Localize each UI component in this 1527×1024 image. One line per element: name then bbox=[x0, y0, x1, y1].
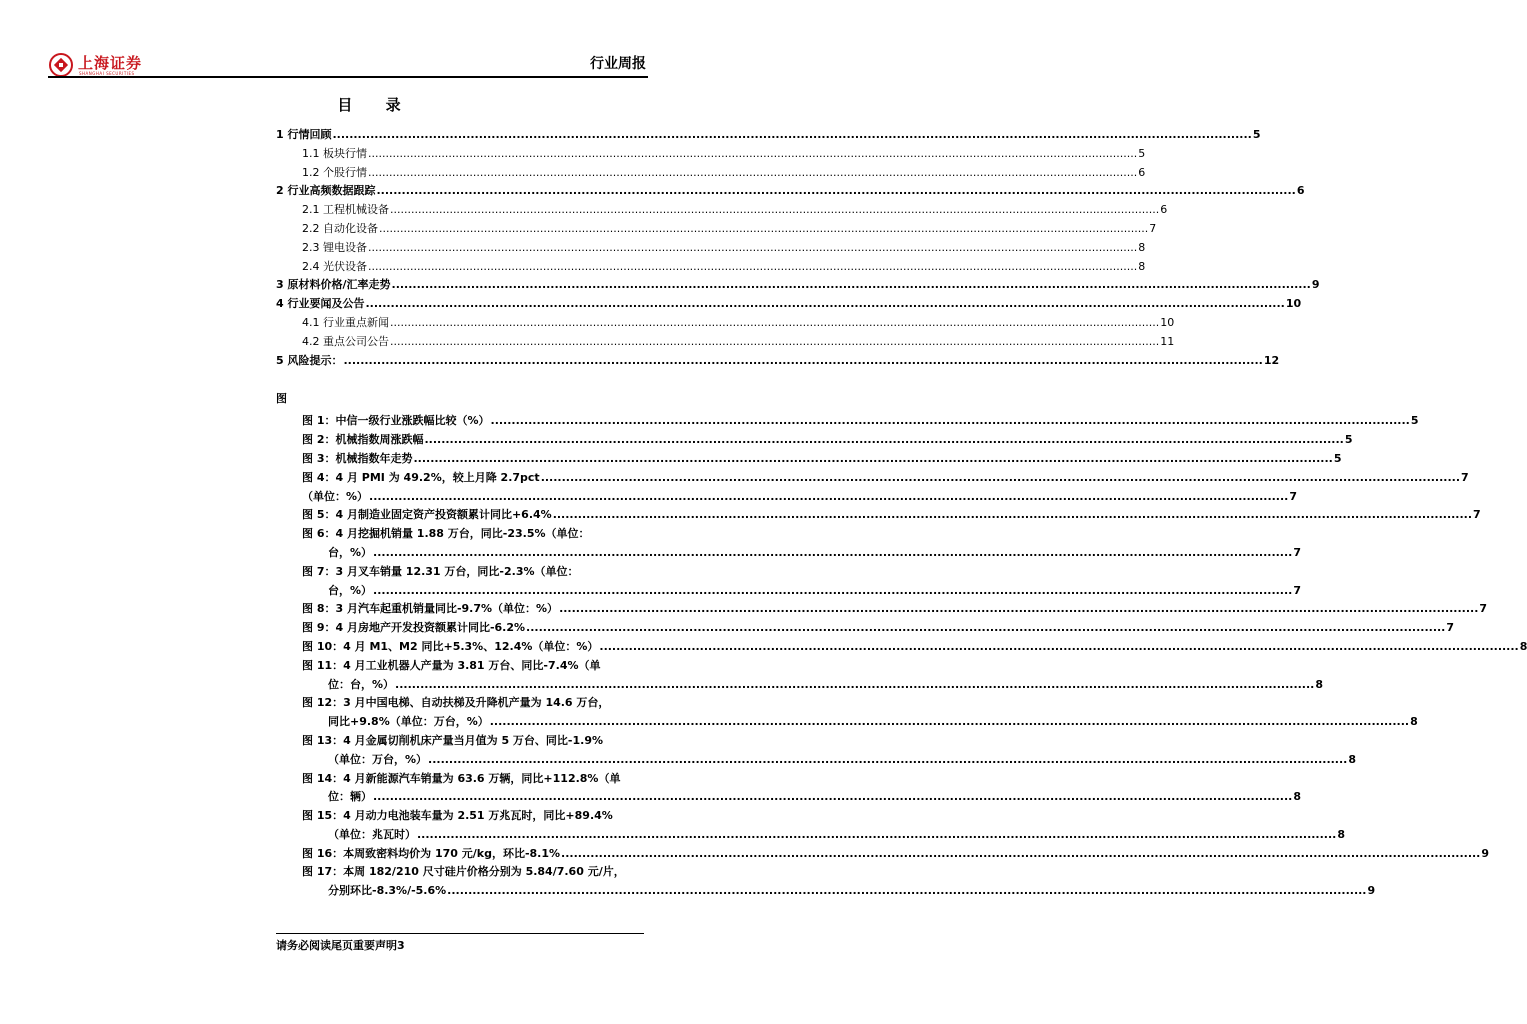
dot-leader: ............................................................................................................................................................................................................................ bbox=[343, 353, 1263, 367]
figure-entry-label-cont: 台，%） bbox=[328, 545, 373, 559]
figure-entry-label: 图 5：4 月制造业固定资产投资额累计同比+6.4% bbox=[302, 508, 552, 522]
toc-entry-label: 1 行情回顾 bbox=[276, 128, 332, 141]
figure-entry-page: 8 bbox=[1315, 677, 1324, 691]
figure-entry-label: 图 2：机械指数周涨跌幅 bbox=[302, 433, 424, 447]
toc-entry-label: 2.1 工程机械设备 bbox=[302, 203, 389, 217]
figure-entry[interactable] bbox=[276, 863, 1376, 901]
figure-entry[interactable] bbox=[276, 412, 1419, 431]
figure-entry-page: 8 bbox=[1410, 715, 1418, 729]
figure-entry-label: 图 6：4 月挖掘机销量 1.88 万台，同比-23.5%（单位： bbox=[302, 527, 590, 541]
figure-entry-label: 图 12：3 月中国电梯、自动扶梯及升降机产量为 14.6 万台， bbox=[302, 696, 610, 710]
footer-disclaimer: 请务必阅读尾页重要声明3 bbox=[276, 939, 405, 952]
dot-leader: ............................................................................................................................................................................................................................ bbox=[490, 414, 1410, 428]
figure-entry-label: 图 16：本周致密料均价为 170 元/kg，环比-8.1% bbox=[302, 846, 561, 860]
toc-entry-page: 7 bbox=[1149, 221, 1157, 235]
toc-entry-label: 1.1 板块行情 bbox=[302, 146, 367, 160]
dot-leader: ............................................................................................................................................................................................................................ bbox=[424, 433, 1344, 447]
dot-leader: ............................................................................................................................................................................................................................ bbox=[373, 790, 1293, 804]
toc-entry[interactable] bbox=[276, 164, 1146, 183]
toc-entry-page: 10 bbox=[1160, 315, 1175, 329]
figure-entry-label: 图 1：中信一级行业涨跌幅比较（%） bbox=[302, 414, 490, 428]
dot-leader: ............................................................................................................................................................................................................................ bbox=[390, 315, 1160, 329]
toc-entry-label: 4.1 行业重点新闻 bbox=[302, 315, 389, 329]
figure-entry-label: 图 4：4 月 PMI 为 49.2%，较上月降 2.7pct bbox=[302, 470, 540, 484]
dot-leader: ............................................................................................................................................................................................................................ bbox=[365, 297, 1285, 311]
toc-entry-label: 4 行业要闻及公告 bbox=[276, 297, 365, 311]
figure-entry[interactable] bbox=[276, 506, 1481, 525]
dot-leader: ............................................................................................................................................................................................................................ bbox=[373, 583, 1293, 597]
dot-leader: ............................................................................................................................................................................................................................ bbox=[395, 677, 1315, 691]
toc-entry[interactable] bbox=[276, 182, 1305, 201]
figure-entry-label: 图 9：4 月房地产开发投资额累计同比-6.2% bbox=[302, 621, 526, 635]
figure-entry[interactable] bbox=[276, 525, 1302, 563]
dot-leader: ............................................................................................................................................................................................................................ bbox=[379, 221, 1149, 235]
figure-entry-page: 7 bbox=[1461, 470, 1469, 484]
dot-leader: ............................................................................................................................................................................................................................ bbox=[332, 128, 1252, 141]
toc-entry-page: 12 bbox=[1263, 353, 1280, 367]
figure-entry[interactable] bbox=[276, 770, 1301, 808]
table-of-contents bbox=[276, 126, 1527, 901]
toc-entry-page: 6 bbox=[1138, 165, 1146, 179]
figure-entry[interactable] bbox=[276, 488, 1298, 507]
dot-leader: ............................................................................................................................................................................................................................ bbox=[559, 602, 1479, 616]
figure-entry[interactable] bbox=[276, 657, 1324, 695]
dot-leader: ............................................................................................................................................................................................................................ bbox=[561, 846, 1481, 860]
figure-entry-page: 7 bbox=[1473, 508, 1481, 522]
figure-entry-page: 5 bbox=[1410, 414, 1419, 428]
figure-entry[interactable] bbox=[276, 563, 1302, 601]
dot-leader: ............................................................................................................................................................................................................................ bbox=[428, 752, 1348, 766]
figure-entry-label: 图 8：3 月汽车起重机销量同比-9.7%（单位：%） bbox=[302, 602, 559, 616]
figure-entry-page: 9 bbox=[1367, 884, 1376, 898]
dot-leader: ............................................................................................................................................................................................................................ bbox=[368, 240, 1138, 254]
figure-entry[interactable] bbox=[276, 638, 1527, 657]
toc-entry[interactable] bbox=[276, 276, 1320, 295]
figure-entry[interactable] bbox=[276, 845, 1490, 864]
figure-entry-page: 8 bbox=[1293, 790, 1301, 804]
dot-leader: ............................................................................................................................................................................................................................ bbox=[369, 489, 1289, 503]
figure-entry-page: 7 bbox=[1293, 583, 1302, 597]
figure-entry-page: 7 bbox=[1479, 602, 1488, 616]
toc-entry-label: 3 原材料价格/汇率走势 bbox=[276, 278, 391, 292]
logo-text: 上海证券 bbox=[78, 54, 143, 72]
report-type: 行业周报 bbox=[590, 56, 646, 72]
toc-entry[interactable] bbox=[276, 333, 1175, 352]
logo-emblem-icon bbox=[48, 52, 74, 78]
figure-entry-label-cont: （单位：兆瓦时） bbox=[328, 827, 416, 841]
figure-entry-page: 8 bbox=[1519, 639, 1527, 653]
toc-entry-page: 5 bbox=[1252, 128, 1261, 141]
toc-entry[interactable] bbox=[276, 352, 1280, 371]
toc-entry[interactable] bbox=[276, 295, 1302, 314]
dot-leader: ............................................................................................................................................................................................................................ bbox=[368, 146, 1138, 160]
figure-entry-label: 图 11：4 月工业机器人产量为 3.81 万台、同比-7.4%（单 bbox=[302, 658, 601, 672]
figure-entry-page: 7 bbox=[1293, 545, 1302, 559]
figure-entry-page: 7 bbox=[1289, 489, 1298, 503]
figure-entry-label-cont: 台，%） bbox=[328, 583, 373, 597]
toc-title: 目 录 bbox=[337, 96, 415, 114]
figure-list-heading: 图 bbox=[276, 392, 287, 406]
dot-leader: ............................................................................................................................................................................................................................ bbox=[413, 451, 1333, 465]
figure-entry-page: 9 bbox=[1481, 846, 1490, 860]
toc-entry-page: 5 bbox=[1138, 146, 1146, 160]
dot-leader: ............................................................................................................................................................................................................................ bbox=[417, 827, 1337, 841]
figure-entry-label-cont: 同比+9.8%（单位：万台，%） bbox=[328, 715, 489, 729]
toc-entry-label: 2.4 光伏设备 bbox=[302, 259, 367, 273]
figure-entry-page: 5 bbox=[1344, 433, 1353, 447]
toc-entry[interactable] bbox=[276, 126, 1261, 145]
figure-entry[interactable] bbox=[276, 450, 1342, 469]
dot-leader: ............................................................................................................................................................................................................................ bbox=[489, 715, 1410, 729]
logo-subtext: SHANGHAI SECURITIES bbox=[79, 71, 135, 76]
figure-entry-label-cont: 分别环比-8.3%/-5.6% bbox=[328, 884, 447, 898]
dot-leader: ............................................................................................................................................................................................................................ bbox=[552, 508, 1473, 522]
toc-entry-label: 2 行业高频数据跟踪 bbox=[276, 184, 376, 198]
figure-entry-label-cont: 位：台，%） bbox=[328, 677, 395, 691]
dot-leader: ............................................................................................................................................................................................................................ bbox=[540, 470, 1461, 484]
figure-entry[interactable] bbox=[276, 807, 1345, 845]
toc-entry-label: 1.2 个股行情 bbox=[302, 165, 367, 179]
toc-entry-label: 5 风险提示： bbox=[276, 353, 343, 367]
figure-entry-label: （单位：%） bbox=[302, 489, 369, 503]
figure-entry-label: 图 13：4 月金属切削机床产量当月值为 5 万台、同比-1.9% bbox=[302, 733, 604, 747]
dot-leader: ............................................................................................................................................................................................................................ bbox=[391, 278, 1311, 292]
figure-entry[interactable] bbox=[276, 694, 1418, 732]
toc-entry-page: 11 bbox=[1160, 334, 1175, 348]
toc-entry-page: 8 bbox=[1138, 259, 1146, 273]
toc-entry-label: 4.2 重点公司公告 bbox=[302, 334, 389, 348]
figure-entry-label: 图 3：机械指数年走势 bbox=[302, 451, 413, 465]
toc-entry[interactable] bbox=[276, 314, 1175, 333]
toc-entry-page: 6 bbox=[1160, 203, 1168, 217]
footer-divider bbox=[276, 933, 644, 934]
toc-entry-page: 10 bbox=[1285, 297, 1302, 311]
dot-leader: ............................................................................................................................................................................................................................ bbox=[368, 259, 1138, 273]
dot-leader: ............................................................................................................................................................................................................................ bbox=[447, 884, 1367, 898]
toc-entry[interactable] bbox=[276, 145, 1146, 164]
figure-entry-label: 图 7：3 月叉车销量 12.31 万台，同比-2.3%（单位： bbox=[302, 564, 579, 578]
figure-entry-label: 图 15：4 月动力电池装车量为 2.51 万兆瓦时，同比+89.4% bbox=[302, 809, 613, 823]
figure-entry-page: 7 bbox=[1446, 621, 1455, 635]
figure-entry-label: 图 10：4 月 M1、M2 同比+5.3%、12.4%（单位：%） bbox=[302, 639, 599, 653]
header-divider bbox=[48, 76, 648, 78]
toc-entry[interactable] bbox=[276, 220, 1157, 239]
figure-entry-page: 8 bbox=[1337, 827, 1345, 841]
dot-leader: ............................................................................................................................................................................................................................ bbox=[368, 165, 1138, 179]
toc-entry[interactable] bbox=[276, 258, 1146, 277]
figure-entry-label: 图 14：4 月新能源汽车销量为 63.6 万辆，同比+112.8%（单 bbox=[302, 771, 621, 785]
dot-leader: ............................................................................................................................................................................................................................ bbox=[599, 639, 1519, 653]
toc-entry[interactable] bbox=[276, 239, 1146, 258]
toc-entry-page: 9 bbox=[1311, 278, 1320, 292]
toc-entry-page: 6 bbox=[1296, 184, 1305, 198]
dot-leader: ............................................................................................................................................................................................................................ bbox=[390, 203, 1160, 217]
figure-entry[interactable] bbox=[276, 469, 1469, 488]
dot-leader: ............................................................................................................................................................................................................................ bbox=[390, 334, 1160, 348]
figure-entry-label-cont: （单位：万台，%） bbox=[328, 752, 428, 766]
toc-entry-label: 2.2 自动化设备 bbox=[302, 221, 378, 235]
figure-entry[interactable] bbox=[276, 431, 1353, 450]
toc-entry-page: 8 bbox=[1138, 240, 1146, 254]
figure-entry[interactable] bbox=[276, 619, 1455, 638]
figure-entry-page: 8 bbox=[1348, 752, 1357, 766]
figure-entry[interactable] bbox=[276, 600, 1488, 619]
dot-leader: ............................................................................................................................................................................................................................ bbox=[526, 621, 1446, 635]
dot-leader: ............................................................................................................................................................................................................................ bbox=[376, 184, 1296, 198]
toc-entry[interactable] bbox=[276, 201, 1168, 220]
figure-entry-page: 5 bbox=[1333, 451, 1342, 465]
toc-entry-label: 2.3 锂电设备 bbox=[302, 240, 367, 254]
figure-entry[interactable] bbox=[276, 732, 1357, 770]
figure-entry-label-cont: 位：辆） bbox=[328, 790, 372, 804]
dot-leader: ............................................................................................................................................................................................................................ bbox=[373, 545, 1293, 559]
figure-entry-label: 图 17：本周 182/210 尺寸硅片价格分别为 5.84/7.60 元/片， bbox=[302, 865, 625, 879]
